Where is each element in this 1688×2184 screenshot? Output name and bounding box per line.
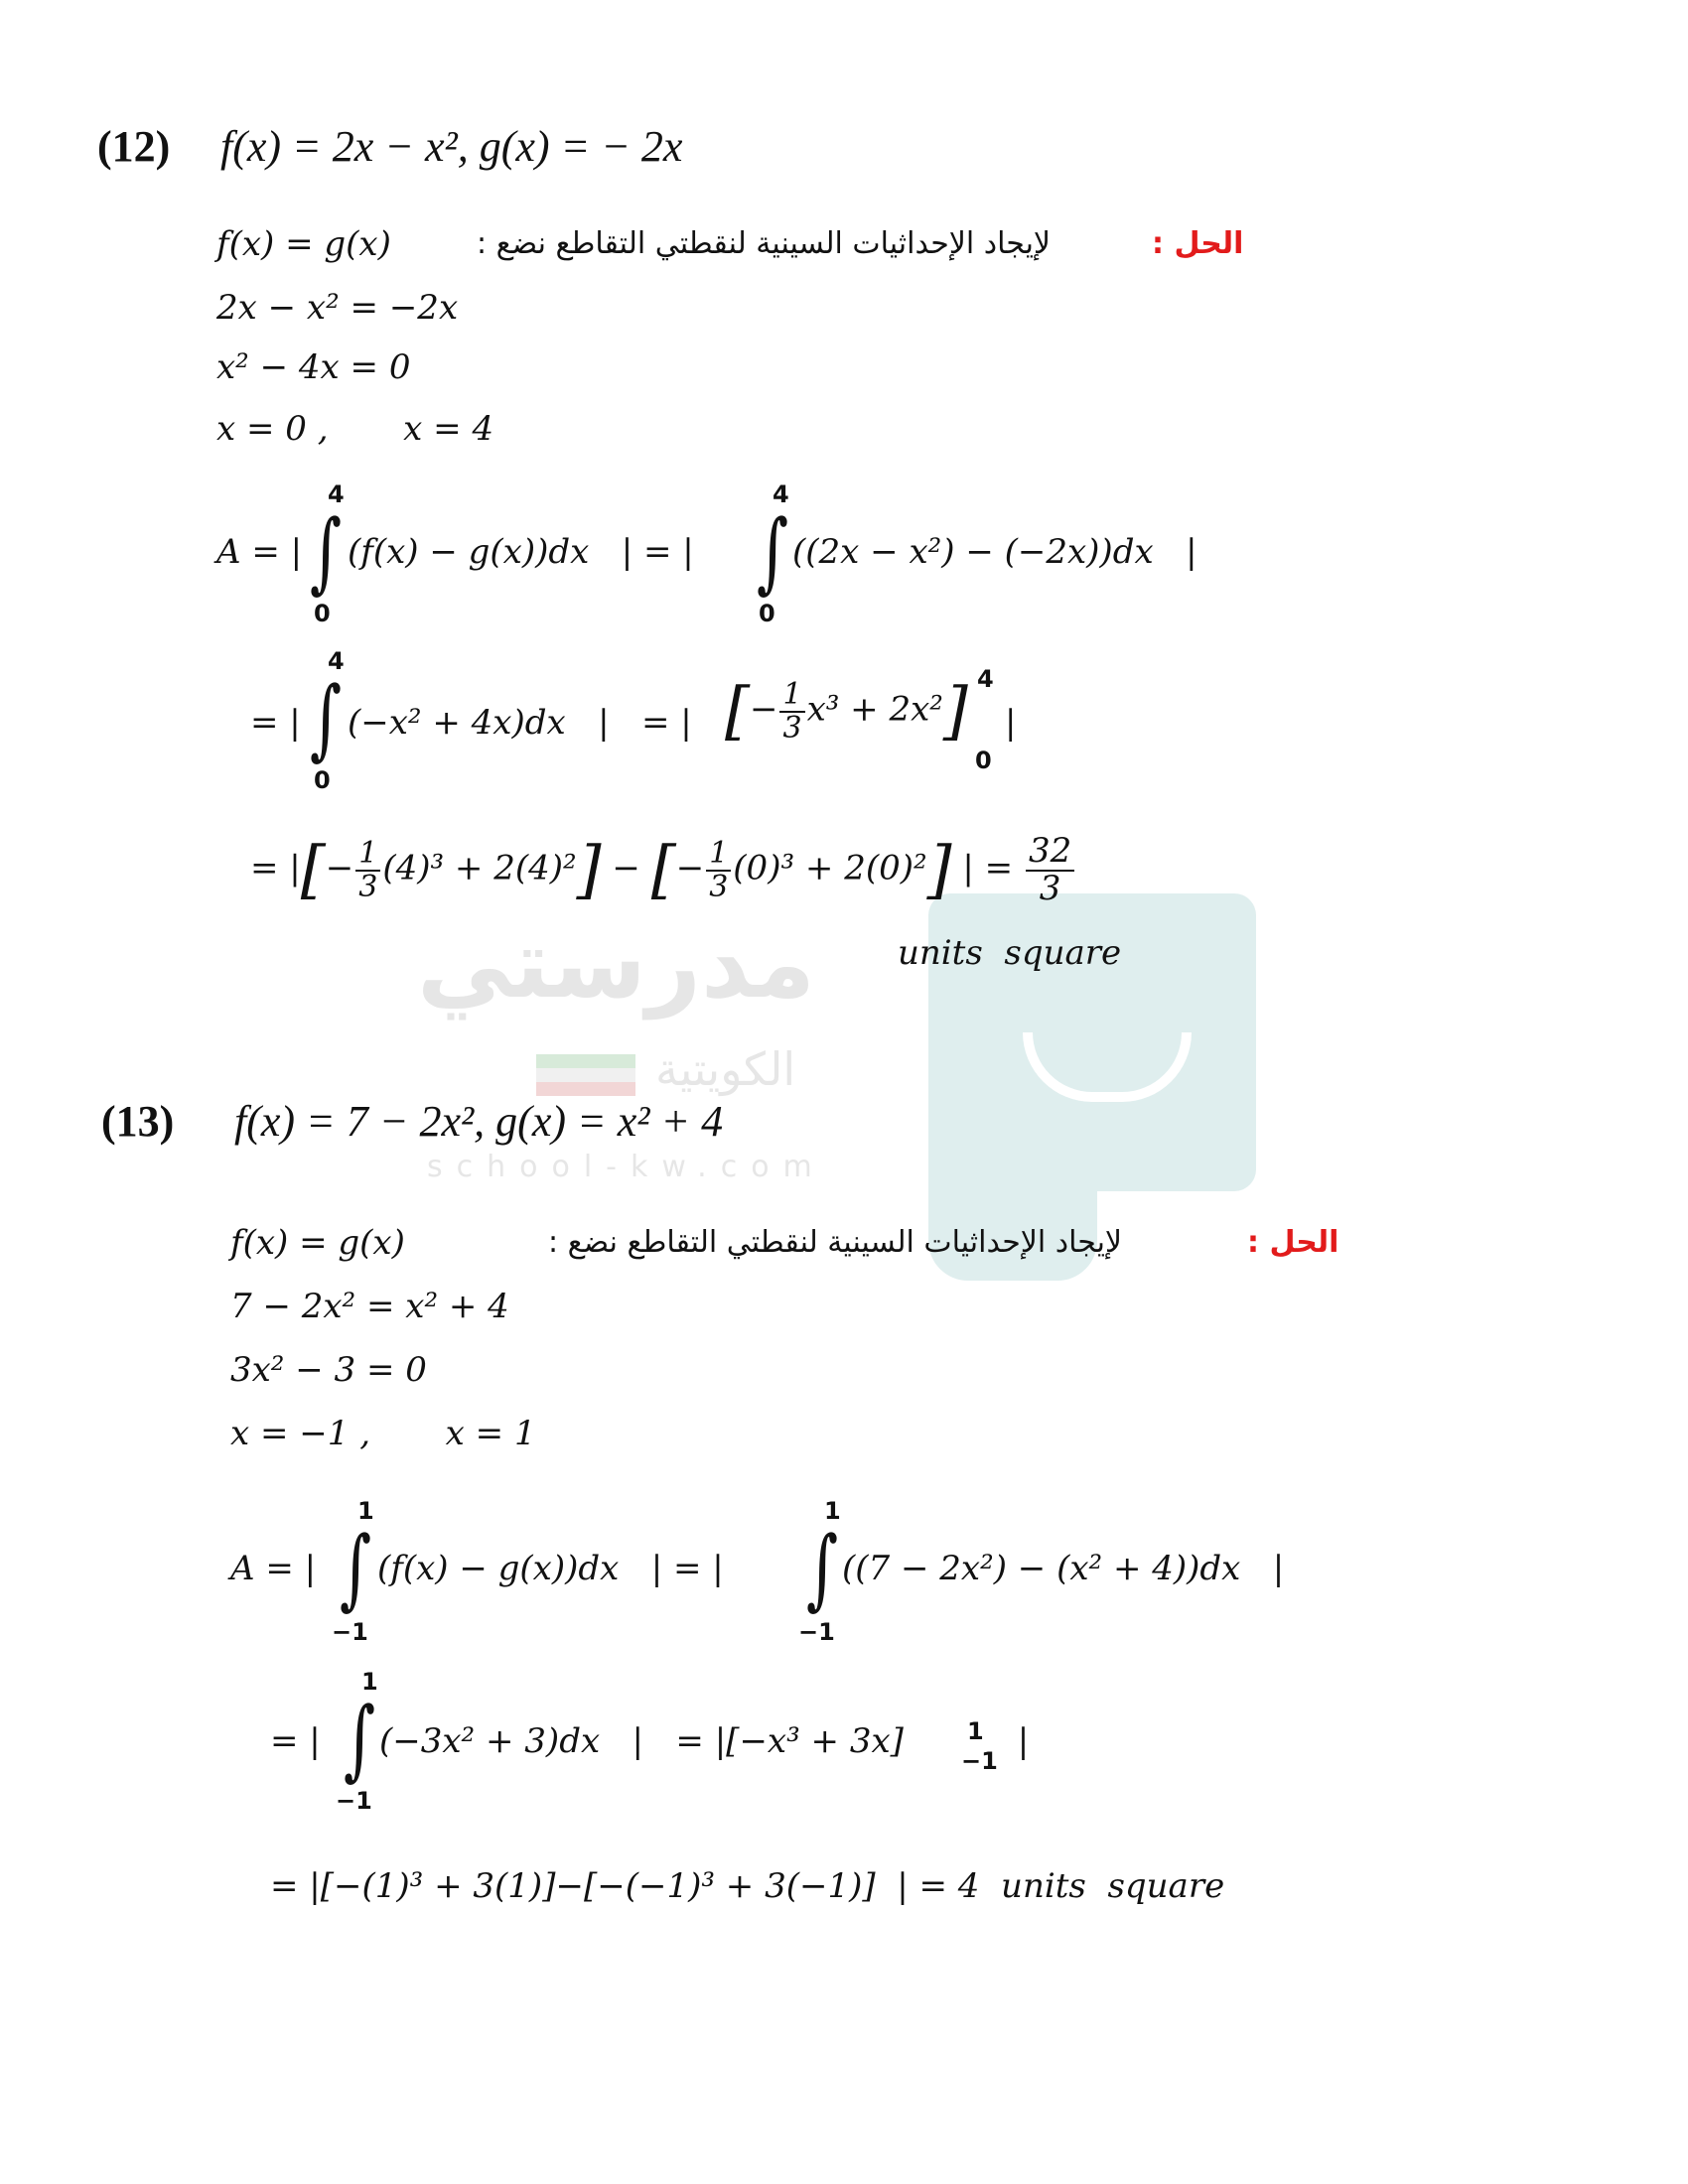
solution-label: الحل : bbox=[1247, 1225, 1339, 1260]
step: 3x² − 3 = 0 bbox=[230, 1350, 427, 1390]
fraction-denominator: 3 bbox=[782, 710, 802, 746]
step: x = 0 , x = 4 bbox=[216, 409, 494, 449]
area-line: (−x² + 4x)dx | = | bbox=[348, 703, 692, 743]
set-equal: f(x) = g(x) bbox=[230, 1223, 405, 1263]
integral-lower-limit: −1 bbox=[336, 1787, 372, 1815]
set-equal: f(x) = g(x) bbox=[216, 224, 391, 264]
area-line: = | bbox=[250, 703, 301, 743]
evaluation-upper: (4)³ + 2(4)² bbox=[382, 848, 577, 888]
integral-upper-limit: 1 bbox=[361, 1668, 378, 1696]
integral-upper-limit: 1 bbox=[824, 1497, 841, 1525]
evaluation-line: = |[− $\frac{1}{3}$ (4)³ + 2(4)²] − [− $\frac{1}{3}$ (0)³ + 2(0)²] | = $\frac{32}{3}$ bbox=[250, 834, 1076, 906]
fraction-denominator: 3 bbox=[358, 869, 378, 904]
abs-bar: | bbox=[1007, 1721, 1030, 1761]
watermark-site: school-kw.com bbox=[427, 1150, 826, 1184]
integral-upper-limit: 4 bbox=[328, 480, 345, 508]
antiderivative: [− $\frac{1}{3}$ x³ + 2x²] bbox=[725, 674, 968, 749]
antiderivative-upper-limit: 1 bbox=[967, 1717, 984, 1745]
integral-sign: ∫ bbox=[344, 1688, 376, 1790]
integral-sign: ∫ bbox=[806, 1517, 839, 1619]
integral-lower-limit: −1 bbox=[798, 1618, 835, 1646]
abs-bar: | bbox=[1005, 703, 1017, 743]
integral-lower-limit: 0 bbox=[314, 600, 331, 627]
watermark-sub: الكويتية bbox=[655, 1042, 796, 1096]
units-label: units square bbox=[898, 933, 1122, 973]
integral-sign: ∫ bbox=[310, 500, 343, 603]
fraction-numerator: 1 bbox=[706, 838, 731, 872]
integral-sign: ∫ bbox=[310, 667, 343, 769]
antiderivative-lower-limit: −1 bbox=[961, 1747, 998, 1775]
step: 7 − 2x² = x² + 4 bbox=[230, 1287, 509, 1326]
step: x² − 4x = 0 bbox=[216, 347, 411, 387]
integral-lower-limit: −1 bbox=[332, 1618, 368, 1646]
area-line: A = | bbox=[216, 532, 303, 572]
area-line: ((7 − 2x²) − (x² + 4))dx | bbox=[842, 1549, 1285, 1588]
area-line: = | bbox=[270, 1721, 321, 1761]
area-line: (f(x) − g(x))dx | = | bbox=[377, 1549, 724, 1588]
final-result-line: = |[−(1)³ + 3(1)]−[−(−1)³ + 3(−1)] | = 4 units square bbox=[270, 1866, 1225, 1906]
fraction-numerator: 1 bbox=[355, 838, 380, 872]
area-line: ((2x − x²) − (−2x))dx | bbox=[792, 532, 1197, 572]
step: 2x − x² = −2x bbox=[216, 288, 459, 328]
result-denominator: 3 bbox=[1039, 868, 1061, 908]
antiderivative-upper-limit: 4 bbox=[977, 665, 994, 693]
antiderivative-expression: x³ + 2x² bbox=[806, 689, 943, 730]
integral-sign: ∫ bbox=[757, 500, 789, 603]
solution-label: الحل : bbox=[1152, 226, 1244, 261]
integral-lower-limit: 0 bbox=[759, 600, 775, 627]
problem-number: (12) bbox=[97, 122, 171, 171]
watermark-logo-shape bbox=[928, 1161, 1097, 1281]
integral-upper-limit: 4 bbox=[773, 480, 789, 508]
problem-number: (13) bbox=[101, 1097, 175, 1146]
problem-header: f(x) = 7 − 2x², g(x) = x² + 4 bbox=[234, 1097, 724, 1146]
area-line: A = | bbox=[230, 1549, 317, 1588]
fraction-numerator: 1 bbox=[779, 679, 804, 713]
problem-header: f(x) = 2x − x², g(x) = − 2x bbox=[220, 122, 683, 171]
integral-sign: ∫ bbox=[340, 1517, 372, 1619]
result-numerator: 32 bbox=[1026, 834, 1074, 872]
fraction-denominator: 3 bbox=[709, 869, 729, 904]
integral-upper-limit: 1 bbox=[357, 1497, 374, 1525]
instruction: لإيجاد الإحداثيات السينية لنقطتي التقاطع نضع : bbox=[548, 1225, 1123, 1260]
step: x = −1 , x = 1 bbox=[230, 1414, 536, 1453]
instruction: لإيجاد الإحداثيات السينية لنقطتي التقاطع نضع : bbox=[477, 226, 1052, 261]
evaluation-lower: (0)³ + 2(0)² bbox=[733, 848, 927, 888]
area-line: (−3x² + 3)dx | = |[−x³ + 3x] bbox=[379, 1721, 904, 1761]
integral-lower-limit: 0 bbox=[314, 766, 331, 794]
watermark-brand: مدرستي bbox=[417, 908, 815, 1020]
integral-upper-limit: 4 bbox=[328, 647, 345, 675]
area-line: (f(x) − g(x))dx | = | bbox=[348, 532, 694, 572]
antiderivative-lower-limit: 0 bbox=[975, 747, 992, 774]
watermark-flag bbox=[536, 1054, 635, 1096]
